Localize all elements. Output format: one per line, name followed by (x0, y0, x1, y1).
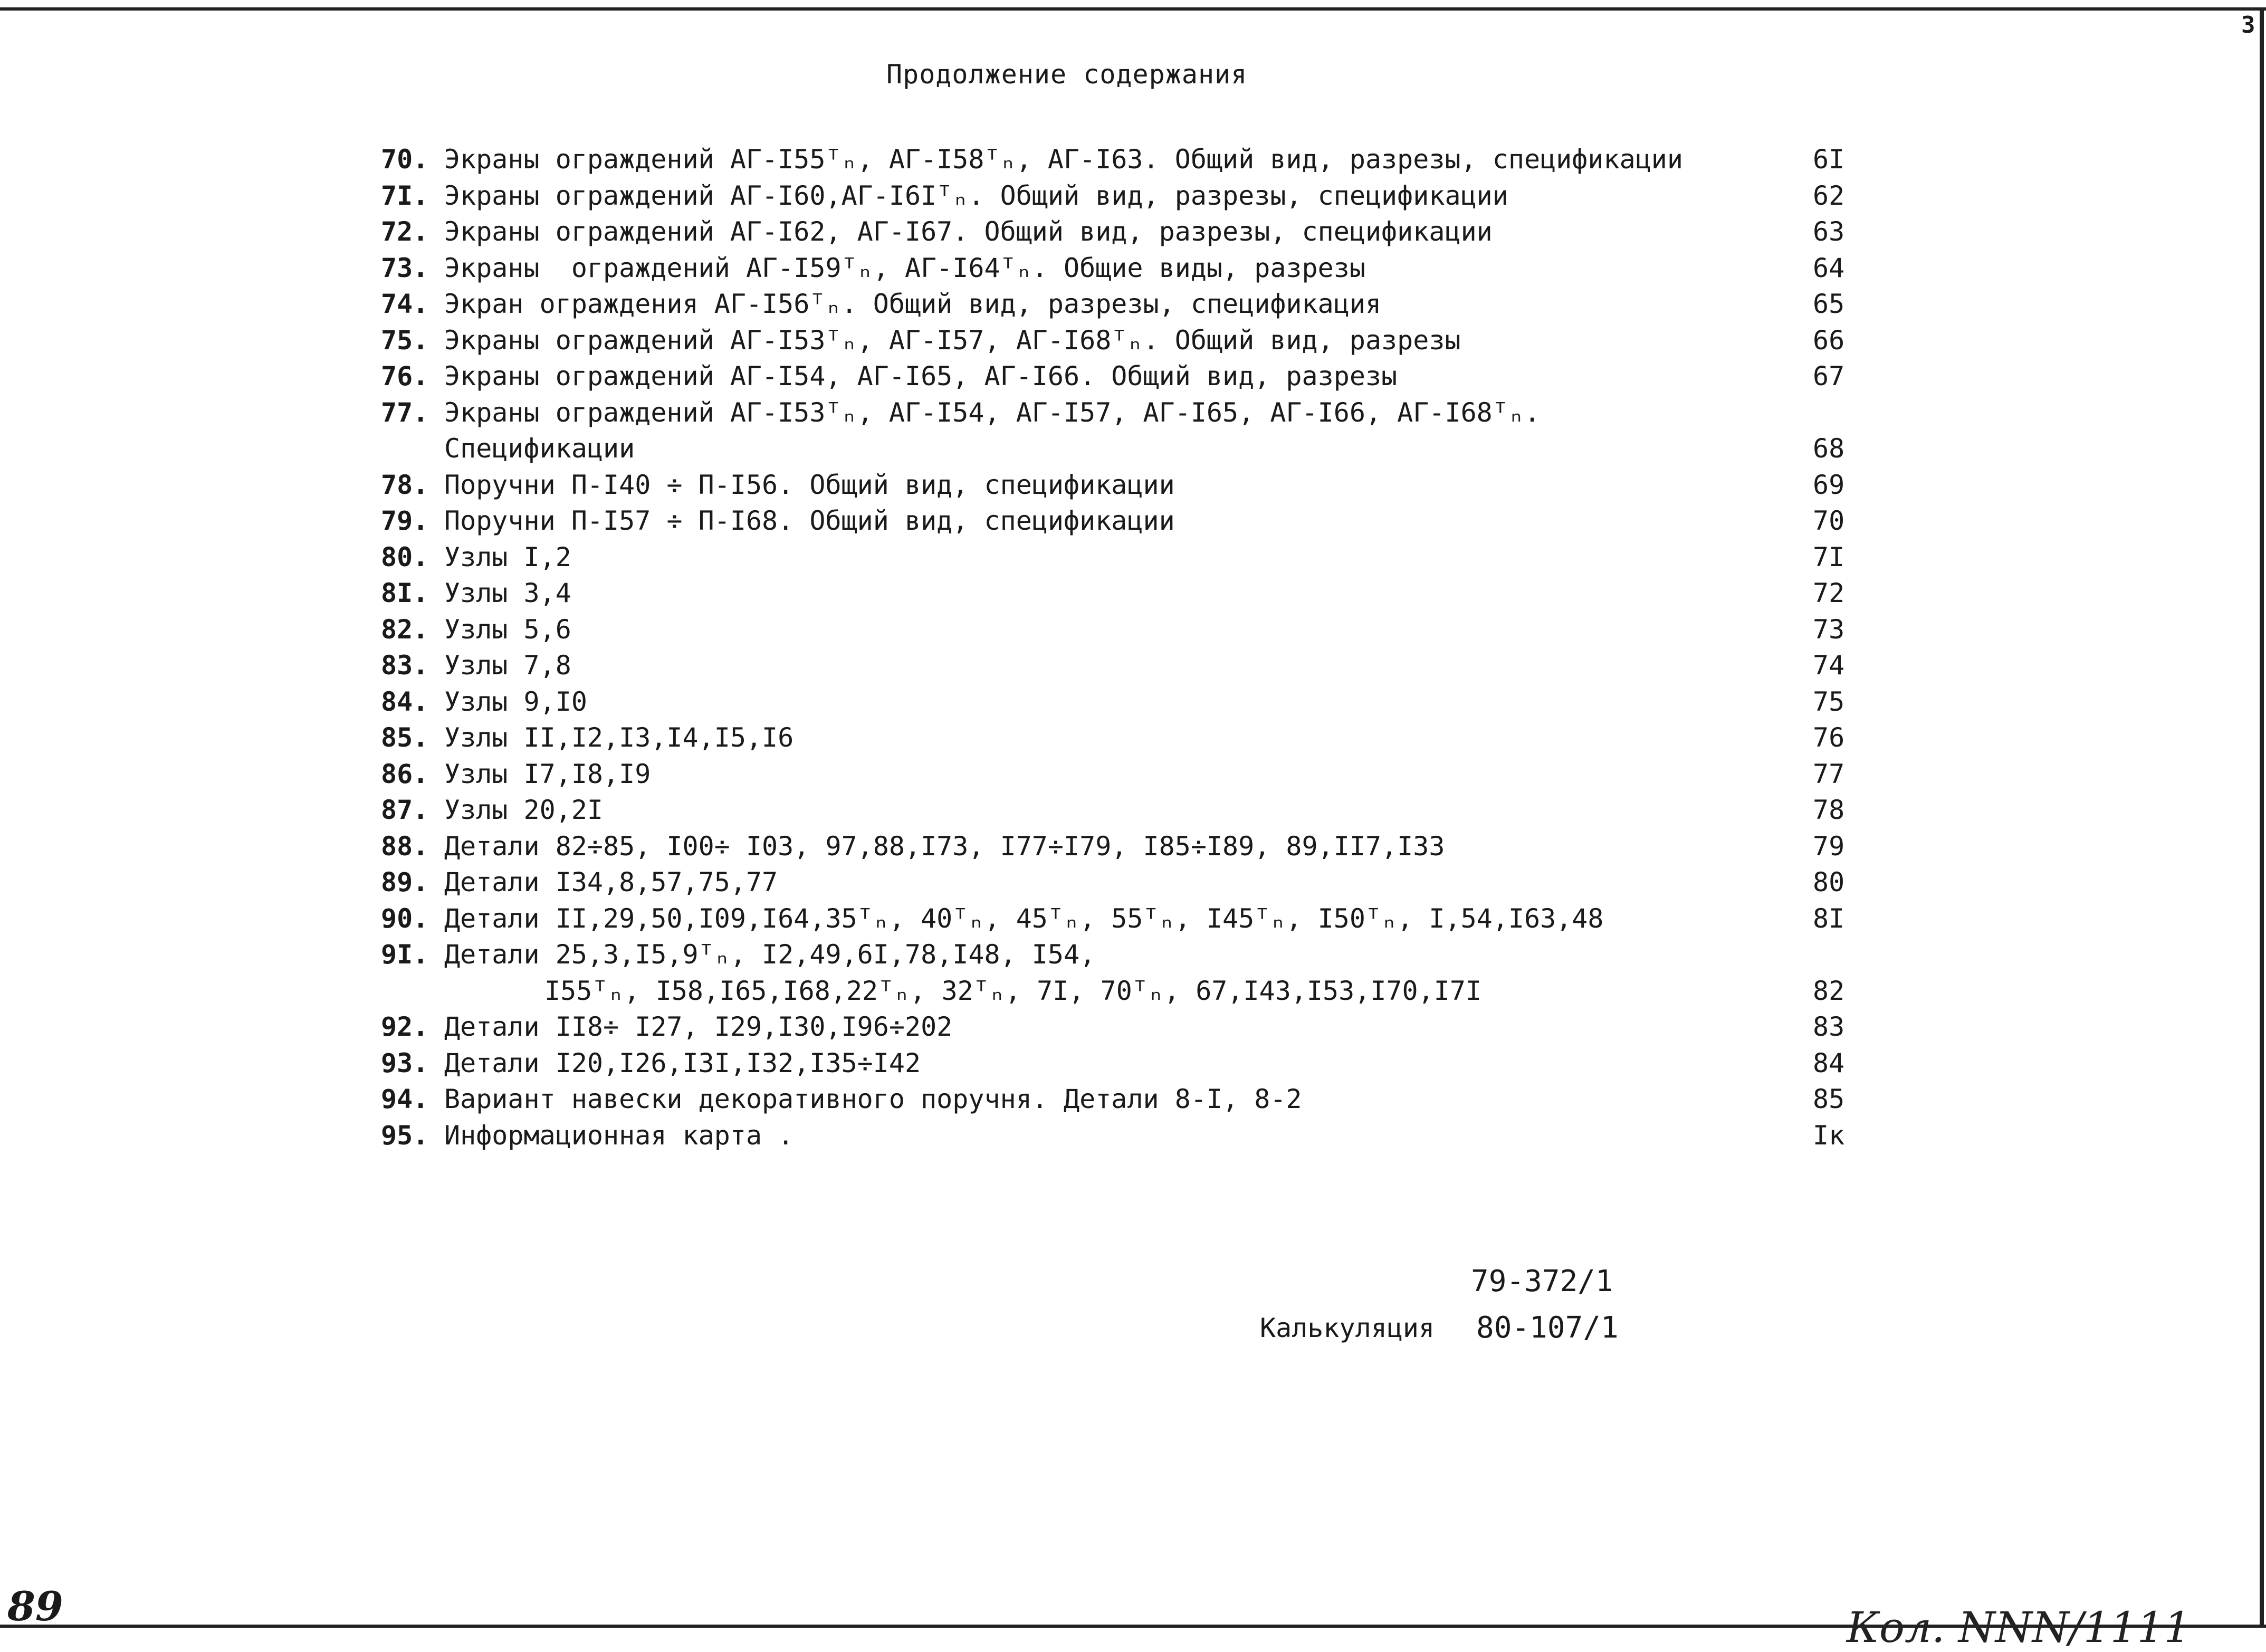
document-code: 79-372/1 (1471, 1264, 1613, 1298)
toc-item-number: 92. (381, 1011, 429, 1042)
toc-item-title: Детали 25,3,I5,9ᵀₙ, I2,49,6I,78,I48, I54, (444, 939, 1096, 970)
toc-item-title: Узлы I7,I8,I9 (444, 758, 651, 789)
calculation-code: 80-107/1 (1476, 1311, 1619, 1345)
toc-row (0, 395, 2266, 431)
toc-item-number: 7I. (381, 180, 429, 211)
toc-item-page: 62 (1813, 180, 1845, 211)
toc-row (0, 937, 2266, 973)
calculation-label: Калькуляция (1260, 1313, 1435, 1343)
toc-row (0, 1009, 2266, 1045)
toc-row (0, 1045, 2266, 1082)
toc-item-page: 78 (1813, 795, 1845, 825)
toc-row (0, 141, 2266, 178)
toc-item-page: 77 (1813, 758, 1845, 789)
toc-item-page: 63 (1813, 216, 1845, 247)
toc-item-page: 69 (1813, 469, 1845, 500)
toc-item-page: 79 (1813, 830, 1845, 862)
toc-row (0, 286, 2266, 322)
toc-row (0, 322, 2266, 359)
toc-item-title: I55ᵀₙ, I58,I65,I68,22ᵀₙ, 32ᵀₙ, 7I, 70ᵀₙ, 67,I43,I53,I70,I7I (544, 975, 1482, 1006)
toc-row (0, 864, 2266, 901)
toc-row (0, 467, 2266, 503)
toc-item-page: 80 (1813, 867, 1845, 897)
sheet-number: 89 (7, 1583, 63, 1630)
toc-item-title: Экраны ограждений АГ-I62, АГ-I67. Общий вид, разрезы, спецификации (444, 216, 1493, 247)
toc-item-number: 76. (381, 361, 429, 391)
toc-item-page: 70 (1813, 505, 1845, 536)
toc-item-page: 83 (1813, 1011, 1845, 1042)
toc-item-number: 84. (381, 686, 429, 717)
toc-item-title: Вариант навески декоративного поручня. Детали 8-I, 8-2 (444, 1084, 1302, 1114)
toc-item-page: 72 (1813, 578, 1845, 608)
toc-item-page: 73 (1813, 614, 1845, 645)
toc-item-title: Экраны ограждений АГ-I55ᵀₙ, АГ-I58ᵀₙ, АГ-I63. Общий вид, разрезы, спецификации (444, 144, 1683, 175)
toc-row (0, 431, 2266, 467)
toc-item-title: Информационная карта . (444, 1120, 794, 1151)
toc-item-page: 85 (1813, 1084, 1845, 1114)
toc-item-number: 75. (381, 324, 429, 356)
toc-item-page: 67 (1813, 361, 1845, 391)
toc-row (0, 539, 2266, 576)
toc-item-title: Узлы II,I2,I3,I4,I5,I6 (444, 722, 794, 753)
toc-item-number: 90. (381, 903, 429, 934)
toc-item-title: Экраны ограждений АГ-I54, АГ-I65, АГ-I66. Общий вид, разрезы (444, 361, 1398, 391)
toc-row (0, 792, 2266, 828)
toc-item-number: 88. (381, 830, 429, 862)
toc-item-number: 83. (381, 650, 429, 681)
toc-row (0, 1081, 2266, 1118)
toc-item-title: Узлы 5,6 (444, 614, 571, 645)
toc-item-title: Узлы 20,2I (444, 795, 604, 825)
toc-row (0, 358, 2266, 395)
toc-item-number: 73. (381, 252, 429, 283)
corner-page-number: 3 (2241, 12, 2255, 39)
toc-item-page: 68 (1813, 433, 1845, 464)
toc-row (0, 612, 2266, 648)
toc-item-number: 77. (381, 397, 429, 428)
toc-item-title: Детали II8÷ I27, I29,I30,I96÷202 (444, 1011, 953, 1042)
toc-item-title: Детали I34,8,57,75,77 (444, 867, 778, 897)
table-of-contents (0, 141, 2266, 1153)
toc-row (0, 250, 2266, 287)
toc-item-page: 75 (1813, 686, 1845, 717)
toc-item-number: 72. (381, 216, 429, 247)
frame-top-line (0, 7, 2266, 11)
toc-item-title: Детали 82÷85, I00÷ I03, 97,88,I73, I77÷I79, I85÷I89, 89,II7,I33 (444, 830, 1445, 862)
toc-item-title: Узлы 3,4 (444, 578, 571, 608)
handwritten-stamp: Кол. NNN/1111 (1847, 1603, 2191, 1652)
toc-row (0, 503, 2266, 539)
toc-item-page: 6I (1813, 144, 1845, 175)
toc-item-title: Узлы 9,I0 (444, 686, 587, 717)
toc-item-number: 79. (381, 505, 429, 536)
toc-item-title: Узлы 7,8 (444, 650, 571, 681)
toc-item-number: 85. (381, 722, 429, 753)
toc-item-page: 65 (1813, 289, 1845, 319)
toc-item-title: Экран ограждения АГ-I56ᵀₙ. Общий вид, разрезы, спецификация (444, 289, 1382, 319)
toc-item-number: 94. (381, 1084, 429, 1114)
toc-item-title: Экраны ограждений АГ-I53ᵀₙ, АГ-I57, АГ-I68ᵀₙ. Общий вид, разрезы (444, 324, 1461, 356)
toc-row (0, 214, 2266, 250)
toc-item-title: Узлы I,2 (444, 541, 571, 572)
toc-item-page: Iк (1813, 1120, 1845, 1151)
toc-item-page: 82 (1813, 975, 1845, 1006)
page-title: Продолжение содержания (886, 59, 1248, 90)
toc-item-number: 82. (381, 614, 429, 645)
toc-item-number: 95. (381, 1120, 429, 1151)
toc-item-number: 89. (381, 867, 429, 897)
toc-item-title: Спецификации (444, 433, 635, 464)
toc-row (0, 684, 2266, 720)
toc-item-title: Поручни П-I57 ÷ П-I68. Общий вид, спецификации (444, 505, 1175, 536)
toc-item-number: 9I. (381, 939, 429, 970)
toc-item-title: Детали I20,I26,I3I,I32,I35÷I42 (444, 1047, 921, 1078)
toc-item-page: 7I (1813, 541, 1845, 572)
toc-item-page: 64 (1813, 252, 1845, 283)
toc-row (0, 575, 2266, 612)
toc-item-number: 87. (381, 795, 429, 825)
toc-item-page: 8I (1813, 903, 1845, 934)
toc-row (0, 973, 2266, 1009)
toc-item-number: 78. (381, 469, 429, 500)
toc-row (0, 756, 2266, 792)
toc-item-title: Поручни П-I40 ÷ П-I56. Общий вид, спецификации (444, 469, 1175, 500)
toc-item-page: 74 (1813, 650, 1845, 681)
toc-row (0, 1118, 2266, 1154)
toc-item-title: Детали II,29,50,I09,I64,35ᵀₙ, 40ᵀₙ, 45ᵀₙ, 55ᵀₙ, I45ᵀₙ, I50ᵀₙ, I,54,I63,48 (444, 903, 1604, 934)
toc-item-title: Экраны ограждений АГ-I53ᵀₙ, АГ-I54, АГ-I57, АГ-I65, АГ-I66, АГ-I68ᵀₙ. (444, 397, 1541, 428)
toc-item-number: 8I. (381, 578, 429, 608)
toc-item-number: 70. (381, 144, 429, 175)
toc-item-number: 93. (381, 1047, 429, 1078)
toc-item-page: 84 (1813, 1047, 1845, 1078)
toc-item-page: 76 (1813, 722, 1845, 753)
toc-item-page: 66 (1813, 324, 1845, 356)
toc-item-title: Экраны ограждений АГ-I60,АГ-I6Iᵀₙ. Общий вид, разрезы, спецификации (444, 180, 1508, 211)
toc-item-number: 80. (381, 541, 429, 572)
toc-item-title: Экраны ограждений АГ-I59ᵀₙ, АГ-I64ᵀₙ. Общие виды, разрезы (444, 252, 1365, 283)
toc-row (0, 647, 2266, 684)
toc-row (0, 901, 2266, 937)
toc-item-number: 86. (381, 758, 429, 789)
toc-row (0, 720, 2266, 756)
toc-row (0, 828, 2266, 865)
toc-row (0, 178, 2266, 214)
toc-item-number: 74. (381, 289, 429, 319)
